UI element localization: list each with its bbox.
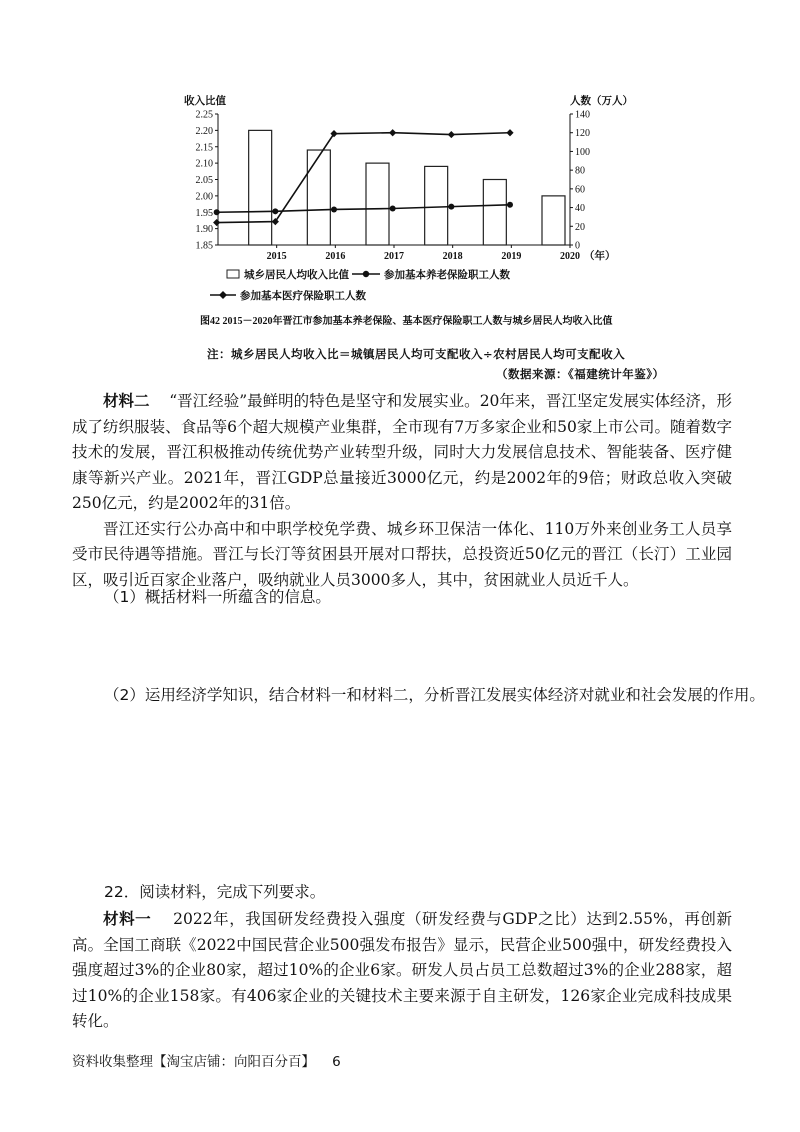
y-right-axis-label: 人数（万人） [570,96,633,107]
x-tick-label: 2016 [325,251,346,262]
chart-note-source: （数据来源：《福建统计年鉴》） [496,367,665,381]
x-axis-unit: （年） [584,251,616,262]
plot-area [196,110,591,263]
question-22-heading: 22．阅读材料，完成下列要求。 [104,883,326,901]
y-left-tick-label: 1.85 [195,240,213,252]
pension-insurance-point [507,202,513,208]
pension-insurance-point [448,204,454,210]
chart-title: 图42 2015－2020年晋江市参加基本养老保险、基本医疗保险职工人数与城乡居民人均收入比值 [200,316,613,327]
chart-note-formula: 注：城乡居民人均收入比＝城镇居民人均可支配收入÷农村居民人均可支配收入 [207,347,626,361]
legend-medical-marker [219,291,227,299]
material-one-text: 2022年，我国研发经费投入强度（研发经费与GDP之比）达到2.55%，再创新高。全国工商联《2022中国民营企业500强发布报告》显示，民营企业500强中，研发经费投入强度超过3%的企业80家，超过10%的企业6家。研发人员占员工总数超过3%的企业288家，超过10%的企业158家。有406家企业的关键技术主要来源于自主研发，126家企业完成科技成果转化。 [72,910,732,1030]
legend-pension-label: 参加基本养老保险职工人数 [384,270,510,281]
y-right-tick-label: 100 [575,146,590,158]
question-2: （2）运用经济学知识，结合材料一和材料二，分析晋江发展实体经济对就业和社会发展的作用。 [104,686,765,704]
y-left-tick-label: 1.90 [195,224,213,236]
material-two-label: 材料二 [103,391,150,410]
x-tick-label: 2018 [442,251,463,262]
y-right-tick-label: 0 [575,240,580,252]
question-1: （1）概括材料一所蕴含的信息。 [104,588,331,606]
y-right-tick-label: 80 [575,165,585,177]
y-right-tick-label: 120 [575,128,590,140]
y-left-tick-label: 2.05 [195,175,213,186]
income-ratio-bar [425,166,448,245]
y-left-tick-label: 2.25 [195,109,213,121]
y-right-tick-label: 140 [575,109,590,121]
legend-bar-label: 城乡居民人均收入比值 [244,270,349,281]
y-left-tick-label: 2.00 [195,191,213,203]
x-tick-label: 2015 [266,251,287,262]
y-right-tick-label: 40 [575,203,585,215]
legend-pension-marker [363,271,369,277]
income-ratio-bar [366,163,389,245]
footer-text: 资料收集整理【淘宝店铺：向阳百分百】 [72,1054,315,1070]
income-ratio-bar [249,130,272,245]
x-tick-label: 2020 [560,251,580,262]
y-left-tick-label: 2.15 [195,142,213,154]
combo-chart [170,92,640,328]
legend-medical-label: 参加基本医疗保险职工人数 [240,291,366,302]
medical-insurance-point [389,129,396,136]
material-two-paragraph-2: 晋江还实行公办高中和中职学校免学费、城乡环卫保洁一体化、110万外来创业务工人员享受市民待遇等措施。晋江与长汀等贫困县开展对口帮扶，总投资近50亿元的晋江（长汀）工业园区，吸引近百家企业落户，吸纳就业人员3000多人，其中，贫困就业人员近千人。 [72,519,732,589]
page-number: 6 [332,1054,341,1070]
material-one-paragraph [72,906,732,1035]
y-left-tick-label: 2.10 [195,158,213,170]
pension-insurance-point [214,209,220,215]
income-ratio-bar [307,150,330,245]
x-tick-label: 2019 [501,251,522,262]
material-one-section [72,906,732,1035]
income-ratio-bar [483,180,506,246]
pension-insurance-point [390,206,396,212]
y-left-tick-label: 1.95 [195,207,213,219]
material-two-paragraph-1 [72,388,732,517]
income-ratio-bar [542,196,565,245]
y-right-tick-label: 60 [575,184,585,196]
material-two-section [72,388,732,593]
y-right-tick-label: 20 [575,221,585,233]
medical-insurance-point [506,129,513,136]
medical-insurance-point [448,131,455,138]
material-two-text-1: “晋江经验”最鲜明的特色是坚守和发展实业。20年来，晋江坚定发展实体经济，形成了纺织服装、食品等6个超大规模产业集群，全市现有7万多家企业和50家上市公司。随着数字技术的发展，晋江积极推动传统优势产业转型升级，同时大力发展信息技术、智能装备、医疗健康等新兴产业。2021年，晋江GDP总量接近3000亿元，约是2002年的9倍；财政总收入突破250亿元，约是2002年的31倍。 [72,392,732,512]
material-one-label: 材料一 [103,909,152,928]
pension-insurance-point [331,206,337,212]
legend-bar-swatch [227,270,239,278]
x-tick-label: 2017 [384,251,404,262]
legend [210,268,510,302]
pension-insurance-point [272,208,278,214]
medical-insurance-point [213,219,220,226]
y-left-axis-label: 收入比值 [184,96,226,107]
page-footer [72,1050,341,1070]
y-left-tick-label: 2.20 [195,125,213,137]
